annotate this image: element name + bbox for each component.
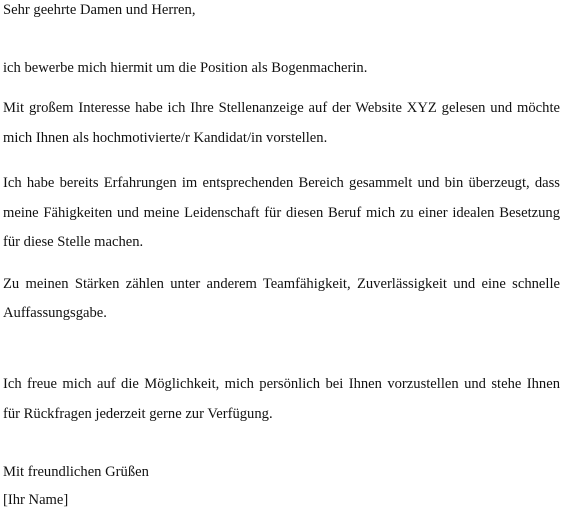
paragraph-2-line-1: Ich habe bereits Erfahrungen im entsprechenden Bereich gesammelt und bin überzeugt, dass — [3, 175, 560, 191]
letter-salutation: Sehr geehrte Damen und Herren, — [3, 2, 196, 18]
paragraph-1-line-2: mich Ihnen als hochmotivierte/r Kandidat/in vorstellen. — [3, 130, 328, 146]
paragraph-3-line-2: Auffassungsgabe. — [3, 305, 107, 321]
letter-signature: [Ihr Name] — [3, 492, 69, 508]
paragraph-2-line-2: meine Fähigkeiten und meine Leidenschaft für diesen Beruf mich zu einer idealen Besetzung — [3, 205, 560, 221]
letter-closing: Mit freundlichen Grüßen — [3, 464, 149, 480]
paragraph-2-line-3: für diese Stelle machen. — [3, 234, 144, 250]
letter-intro: ich bewerbe mich hiermit um die Position als Bogenmacherin. — [3, 60, 368, 76]
paragraph-4-line-2: für Rückfragen jederzeit gerne zur Verfügung. — [3, 406, 273, 422]
paragraph-3-line-1: Zu meinen Stärken zählen unter anderem Teamfähigkeit, Zuverlässigkeit und eine schnelle — [3, 276, 560, 292]
paragraph-4-line-1: Ich freue mich auf die Möglichkeit, mich persönlich bei Ihnen vorzustellen und stehe Ihnen — [3, 376, 560, 392]
paragraph-1-line-1: Mit großem Interesse habe ich Ihre Stellenanzeige auf der Website XYZ gelesen und möchte — [3, 100, 560, 116]
